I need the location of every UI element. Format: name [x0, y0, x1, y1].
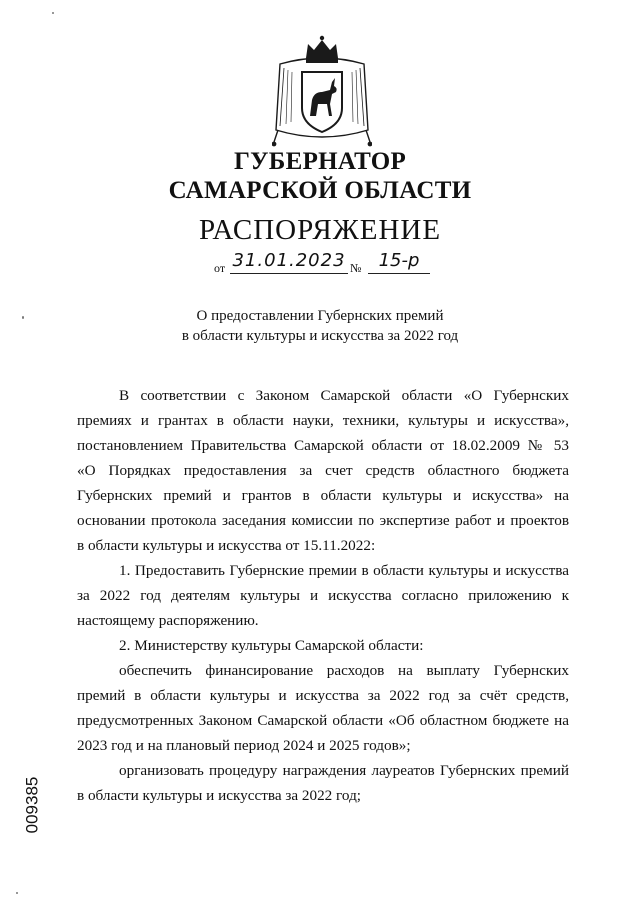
registration-line [210, 250, 440, 276]
document-subject [0, 306, 640, 346]
body-line: Губернских премий и грантов в области культуры и искусства» на [77, 487, 569, 504]
body-line: 1. Предоставить Губернские премии в области культуры и искусства [119, 562, 569, 579]
body-line: 2. Министерству культуры Самарской области: [119, 637, 424, 654]
body-line: В соответствии с Законом Самарской области «О Губернских [119, 387, 569, 404]
body-line: премий в области культуры и искусства за 2022 год за счёт средств, [77, 687, 569, 704]
body-line: 2023 год и на плановый период 2024 и 2025 годов»; [77, 737, 411, 754]
body-line: в области культуры и искусства за 2022 год; [77, 787, 362, 804]
body-line: обеспечить финансирование расходов на выплату Губернских [119, 662, 569, 679]
body-line: основании протокола заседания комиссии по экспертизе работ и проектов [77, 512, 569, 529]
serial-number [14, 775, 54, 835]
subject-line: О предоставлении Губернских премий [196, 308, 444, 324]
body-line: «О Порядках предоставления за счет средств областного бюджета [77, 462, 569, 479]
date-underline [230, 273, 348, 274]
document-number: 15-р [378, 250, 420, 271]
body-line: постановлением Правительства Самарской области от 18.02.2009 № 53 [77, 437, 569, 454]
body-line: за 2022 год деятелям культуры и искусства согласно приложению к [77, 587, 569, 604]
body-line: в области культуры и искусства от 15.11.2022: [77, 537, 376, 554]
date-prefix: от [214, 261, 226, 275]
document-type: РАСПОРЯЖЕНИЕ [198, 214, 442, 246]
number-underline [368, 273, 430, 274]
subject-line: в области культуры и искусства за 2022 год [181, 328, 459, 344]
scan-speck [16, 892, 18, 894]
body-line: организовать процедуру награждения лауреатов Губернских премий [119, 762, 569, 779]
scan-speck [52, 12, 54, 14]
body-text [77, 383, 569, 808]
authority-title-line1: ГУБЕРНАТОР [233, 148, 407, 175]
authority-title-line2: САМАРСКОЙ ОБЛАСТИ [168, 177, 472, 204]
scan-speck [22, 316, 24, 319]
coat-of-arms-icon [272, 34, 372, 150]
body-line: настоящему распоряжению. [77, 612, 259, 629]
serial-number-text: 009385 [22, 776, 42, 834]
document-date: 31.01.2023 [232, 250, 346, 271]
number-sign: № [350, 261, 362, 275]
body-line: премиях и грантах в области науки, техники, культуры и искусства», [77, 412, 569, 429]
body-line: предусмотренных Законом Самарской области «Об областном бюджете на [77, 712, 569, 729]
